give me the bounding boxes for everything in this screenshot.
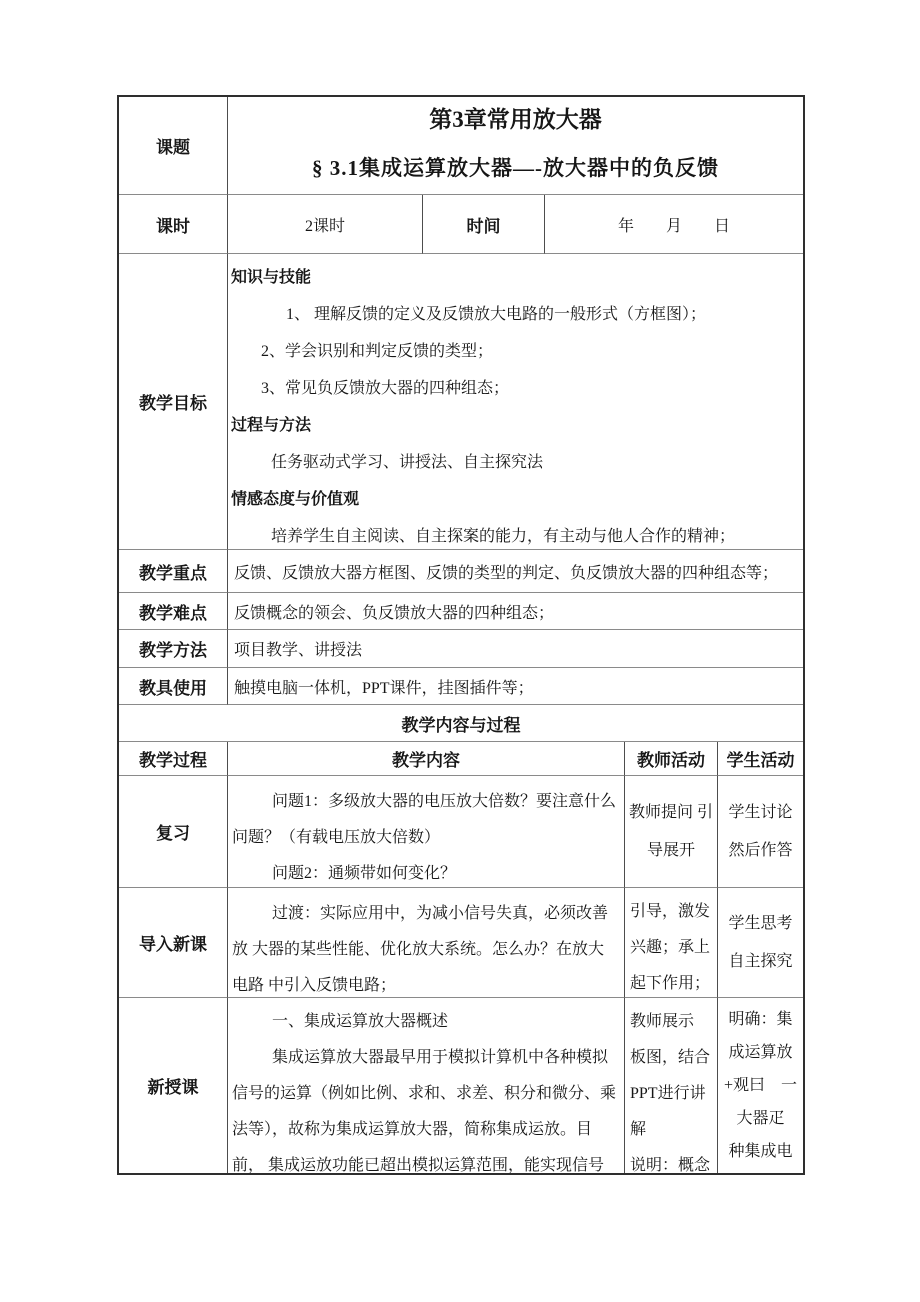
chapter-title: 第3章常用放大器 xyxy=(429,107,602,132)
intro-student-cell xyxy=(718,888,803,998)
objective-item: 任务驱动式学习、讲授法、自主探究法 xyxy=(271,454,544,471)
review-content-line: 问题2：通频带如何变化？ xyxy=(272,865,457,882)
difficulties-label-cell: 教学难点 xyxy=(119,593,228,630)
section-title: § 3.1集成运算放大器—-放大器中的负反馈 xyxy=(312,156,719,180)
student-activity-line: 然后作答 xyxy=(728,841,793,859)
objective-heading: 情感态度与价值观 xyxy=(231,491,360,508)
methods-content-cell: 项目教学、讲授法 xyxy=(228,630,803,668)
key-points-content-cell: 反馈、反馈放大器方框图、反馈的类型的判定、负反馈放大器的四种组态等； xyxy=(228,550,803,593)
objectives-label-cell: 教学目标 xyxy=(119,254,228,550)
teacher-activity-line: 教师提问 引 xyxy=(628,803,713,821)
review-teacher-cell xyxy=(625,776,718,888)
review-content-line: 问题？（有载电压放大倍数） xyxy=(232,829,441,846)
date-cell: 年 月 日 xyxy=(545,195,803,254)
new-lesson-content-line: 前， 集成运放功能已超出模拟运算范围，能实现信号 xyxy=(232,1157,605,1173)
student-activity-line: 大器疋 xyxy=(736,1110,785,1127)
process-header-student: 学生活动 xyxy=(718,742,803,776)
period-label-cell: 课时 xyxy=(119,195,228,254)
new-lesson-content-line: 集成运算放大器最早用于模拟计算机中各种模拟 xyxy=(272,1049,609,1066)
intro-content-line: 过渡：实际应用中，为减小信号失真，必须改善 xyxy=(272,905,609,922)
content-process-banner: 教学内容与过程 xyxy=(119,705,803,742)
aids-label-cell: 教具使用 xyxy=(119,668,228,705)
objective-item: 培养学生自主阅读、自主探案的能力，有主动与他人合作的精神； xyxy=(271,528,736,545)
student-activity-line: 种集成电 xyxy=(728,1143,793,1160)
student-activity-line: +观曰 一 xyxy=(723,1077,798,1094)
objective-heading: 过程与方法 xyxy=(231,417,312,434)
new-lesson-content-line: 信号的运算（例如比例、求和、求差、积分和微分、乘 xyxy=(232,1085,617,1102)
key-points-label-cell: 教学重点 xyxy=(119,550,228,593)
review-content-line: 问题1：多级放大器的电压放大倍数？要注意什么 xyxy=(272,793,617,810)
difficulties-content-cell: 反馈概念的领会、负反馈放大器的四种组态； xyxy=(228,593,803,630)
intro-teacher-cell xyxy=(625,888,718,998)
objective-heading: 知识与技能 xyxy=(231,269,312,286)
teacher-activity-line: 导展开 xyxy=(646,841,695,859)
teacher-activity-line: 教师展示 xyxy=(630,1013,695,1030)
process-header-content: 教学内容 xyxy=(228,742,625,776)
student-activity-line: 学生思考 xyxy=(728,914,793,932)
period-value-cell: 2课时 xyxy=(228,195,423,254)
teacher-activity-line: 说明：概念 xyxy=(630,1157,711,1173)
new-lesson-content-cell xyxy=(228,998,625,1173)
student-activity-line: 学生讨论 xyxy=(728,803,793,821)
new-lesson-content-line: 法等），故称为集成运算放大器，简称集成运放。目 xyxy=(232,1121,593,1138)
time-label-cell: 时间 xyxy=(423,195,545,254)
intro-content-line: 电路 中引入反馈电路； xyxy=(232,977,397,994)
topic-title-cell xyxy=(228,97,803,195)
objectives-content-cell xyxy=(228,254,803,550)
objective-item: 3、常见负反馈放大器的四种组态； xyxy=(261,380,510,397)
review-content-cell xyxy=(228,776,625,888)
teacher-activity-line: 兴趣；承上 xyxy=(630,939,711,956)
process-header-stage: 教学过程 xyxy=(119,742,228,776)
methods-label-cell: 教学方法 xyxy=(119,630,228,668)
new-lesson-teacher-cell xyxy=(625,998,718,1173)
new-lesson-content-line: 一、集成运算放大器概述 xyxy=(272,1013,449,1030)
student-activity-line: 自主探究 xyxy=(728,952,793,970)
objective-item: 2、学会识别和判定反馈的类型； xyxy=(261,343,494,360)
review-student-cell xyxy=(718,776,803,888)
teacher-activity-line: 板图，结合 xyxy=(630,1049,711,1066)
process-header-teacher: 教师活动 xyxy=(625,742,718,776)
teacher-activity-line: 起下作用； xyxy=(630,975,711,992)
aids-content-cell: 触摸电脑一体机，PPT课件，挂图插件等； xyxy=(228,668,803,705)
intro-content-line: 放 大器的某些性能、优化放大系统。怎么办？在放大 xyxy=(232,941,605,958)
student-activity-line: 成运算放 xyxy=(728,1044,793,1061)
teacher-activity-line: 解 xyxy=(630,1121,647,1138)
objective-item: 1、 理解反馈的定义及反馈放大电路的一般形式（方框图）； xyxy=(286,306,707,323)
review-stage-cell: 复习 xyxy=(119,776,228,888)
new-lesson-stage-cell: 新授课 xyxy=(119,998,228,1173)
lesson-plan-table xyxy=(117,95,805,1175)
intro-stage-cell: 导入新课 xyxy=(119,888,228,998)
teacher-activity-line: PPT进行讲 xyxy=(630,1085,706,1102)
new-lesson-student-cell xyxy=(718,998,803,1173)
teacher-activity-line: 引导，激发 xyxy=(630,903,711,920)
student-activity-line: 明确：集 xyxy=(728,1011,793,1028)
intro-content-cell xyxy=(228,888,625,998)
topic-label-cell: 课题 xyxy=(119,97,228,195)
